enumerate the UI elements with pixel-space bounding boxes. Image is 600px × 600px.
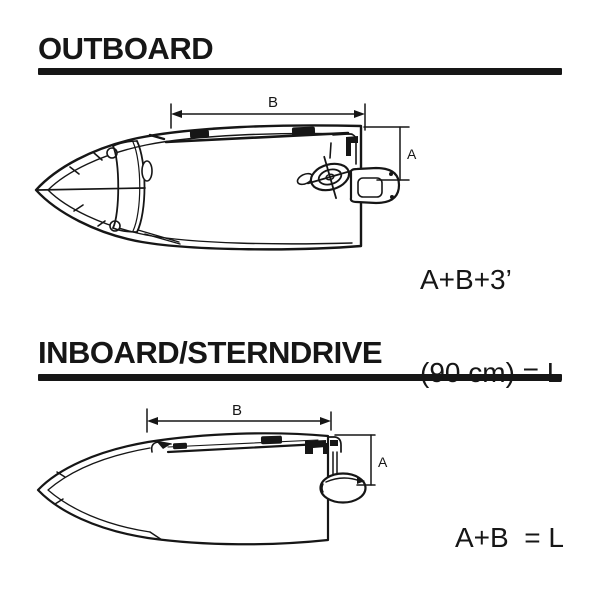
- inboard-formula: A+B = L: [455, 522, 564, 553]
- inboard-boat-diagram: [38, 402, 388, 544]
- outboard-dim-a-label: A: [407, 146, 417, 162]
- outboard-formula-line2: (90 cm) = L: [420, 357, 563, 388]
- inboard-dim-b-label: B: [231, 402, 243, 419]
- outboard-helm-oval: [142, 161, 152, 181]
- outboard-formula: [420, 202, 562, 450]
- inboard-section-title: INBOARD/STERNDRIVE: [38, 335, 383, 370]
- inboard-outdrive: [321, 474, 366, 503]
- outboard-dim-b-label: B: [267, 94, 279, 111]
- outboard-hull-outline: [36, 125, 361, 249]
- inboard-hull-outline: [38, 433, 328, 544]
- outboard-boat-diagram: [36, 94, 417, 249]
- outboard-formula-line1: A+B+3’: [420, 264, 512, 295]
- inboard-dim-a-label: A: [378, 454, 388, 470]
- outboard-section-title: OUTBOARD: [38, 31, 214, 66]
- inboard-cleat-right: [261, 436, 282, 445]
- outboard-cleat-right: [292, 127, 315, 137]
- outboard-motor-cowling: [351, 168, 399, 203]
- inboard-cleat-left: [173, 443, 187, 449]
- outboard-cleat-left: [190, 130, 209, 139]
